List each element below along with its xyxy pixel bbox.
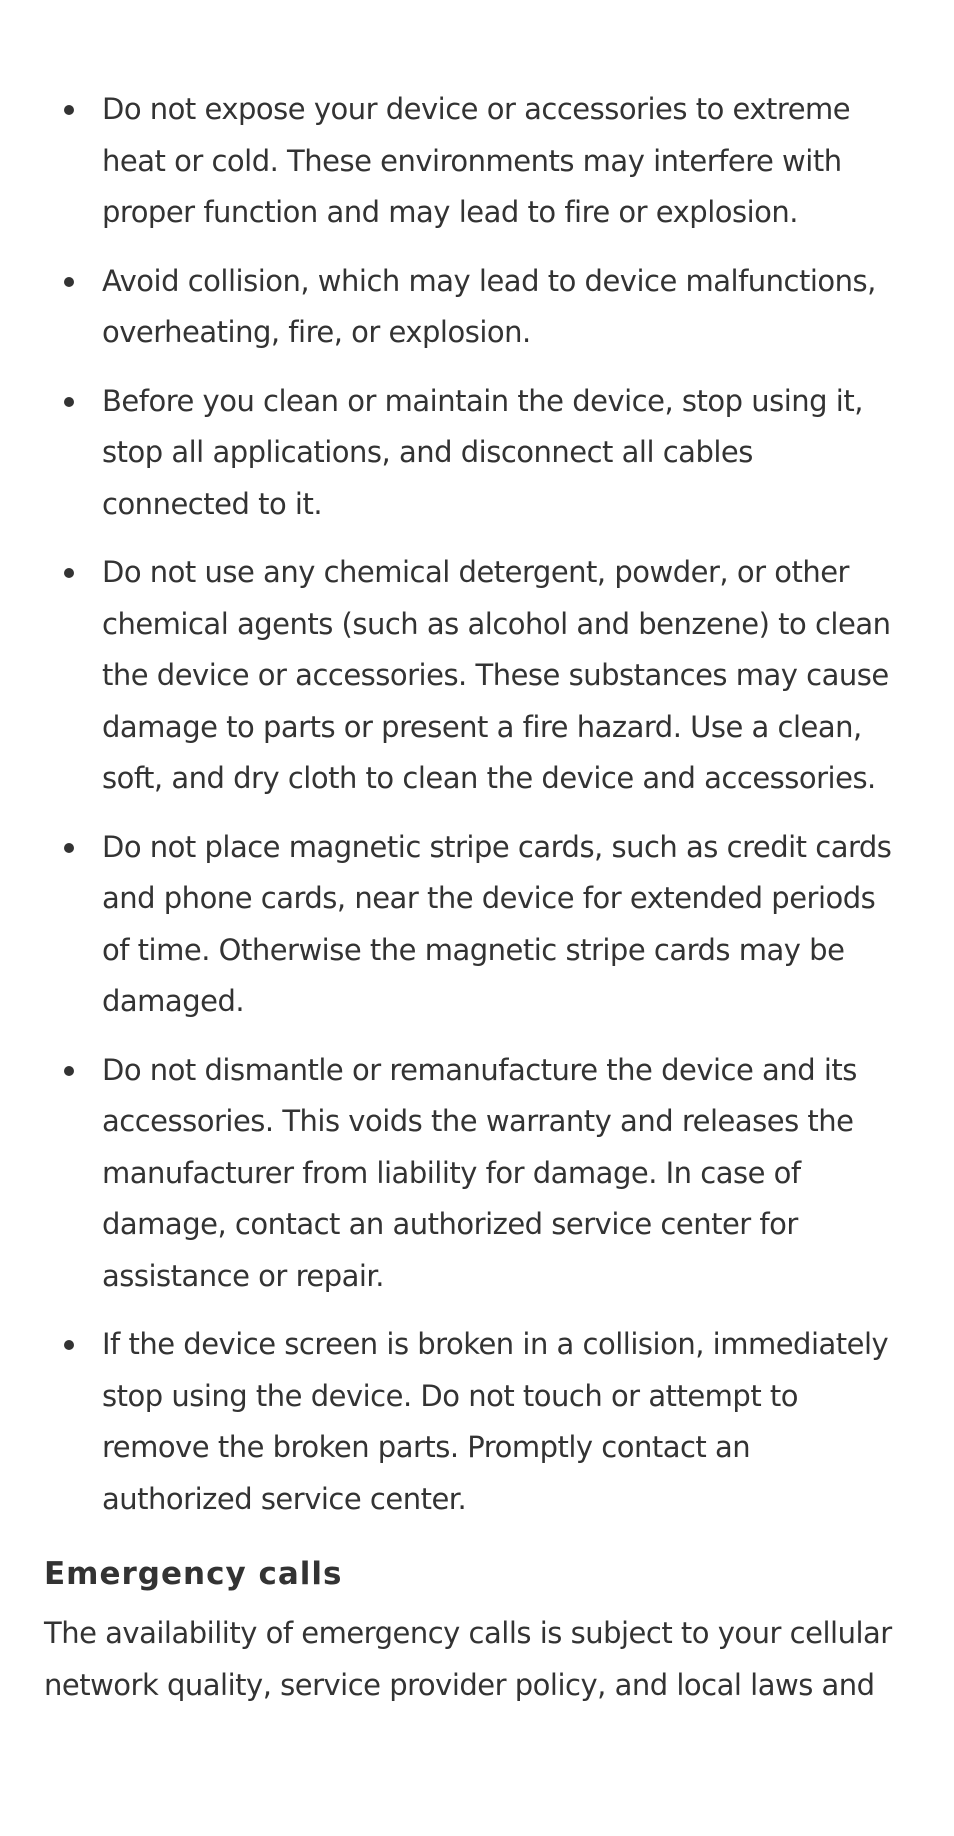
list-item [0, 822, 954, 1028]
list-item-text: Before you clean or maintain the device, stop using it, stop all applications, and disconnect all cables connected to it. [102, 383, 863, 521]
bullet-icon [64, 568, 74, 578]
list-item [0, 1319, 954, 1525]
section-body-text: The availability of emergency calls is subject to your cellular network quality, service provider policy, and local laws and [44, 1616, 892, 1702]
bullet-icon [64, 843, 74, 853]
bullet-icon [64, 1066, 74, 1076]
list-item-text: Do not dismantle or remanufacture the device and its accessories. This voids the warranty and releases the manufacturer from liability for damage. In case of damage, contact an authorized service center for assistance or repair. [102, 1052, 857, 1293]
bullet-icon [64, 277, 74, 287]
list-item [0, 547, 954, 805]
list-item [0, 376, 954, 531]
list-item-text: If the device screen is broken in a collision, immediately stop using the device. Do not touch or attempt to remove the broken parts. Promptly contact an authorized service center. [102, 1327, 889, 1516]
bullet-icon [64, 1340, 74, 1350]
list-item-text: Do not place magnetic stripe cards, such as credit cards and phone cards, near the device for extended periods of time. Otherwise the magnetic stripe cards may be damaged. [102, 829, 892, 1018]
bullet-icon [64, 105, 74, 115]
list-item [0, 1045, 954, 1303]
list-item-text: Avoid collision, which may lead to device malfunctions, overheating, fire, or explosion. [102, 263, 876, 349]
section-heading: Emergency calls [44, 1556, 343, 1592]
list-item-text: Do not expose your device or accessories to extreme heat or cold. These environments may interfere with proper function and may lead to fire or explosion. [102, 92, 851, 229]
list-item [0, 84, 954, 239]
list-item-text: Do not use any chemical detergent, powder, or other chemical agents (such as alcohol and benzene) to clean the device or accessories. These substances may cause damage to parts or present a fire hazard. Use a clean, soft, and dry cloth to clean the device and accessories. [102, 555, 891, 795]
bullet-icon [64, 397, 74, 407]
safety-bullet-list [0, 84, 954, 1542]
list-item [0, 256, 954, 359]
